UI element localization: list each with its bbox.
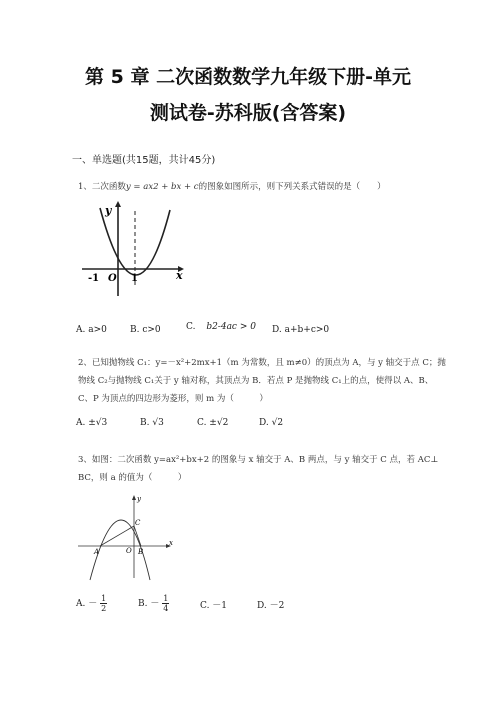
page-title-line-1: 第 5 章 二次函数数学九年级下册-单元 <box>85 66 411 88</box>
q3-option-a-denominator: 2 <box>101 604 107 613</box>
question-1-figure <box>78 196 190 302</box>
q3-option-b-denominator: 4 <box>163 604 169 613</box>
question-2-line-2: 物线 C₂与抛物线 C₁关于 y 轴对称，其顶点为 B．若点 P 是抛物线 C₁上的点，使得以 A、B、 <box>78 376 434 386</box>
q1-label-origin: O <box>108 273 117 284</box>
question-1-prefix: 1、二次函数 <box>78 182 126 192</box>
q1-label-1: 1 <box>131 273 138 284</box>
question-3-line-2: BC，则 a 的值为（ ） <box>78 473 187 483</box>
q1-y-arrow <box>115 201 121 207</box>
q3-option-a-fraction <box>100 594 107 613</box>
question-1-text <box>78 180 386 192</box>
q3-option-a-prefix: A. － <box>76 599 98 609</box>
q3-option-b-fraction <box>162 594 169 613</box>
question-1-formula: y = ax2 + bx + c <box>125 182 199 192</box>
q3-option-c: C. －1 <box>200 601 228 611</box>
q1-label-x: x <box>176 269 183 282</box>
question-1-suffix: 的图象如图所示，则下列关系式错误的是（ ） <box>198 182 386 192</box>
q1-label-y: y <box>105 204 112 217</box>
q3-label-c: C <box>135 519 141 527</box>
q1-option-c-label: C. <box>186 322 196 332</box>
q2-option-c: C. ±√2 <box>197 418 229 428</box>
q2-option-a: A. ±√3 <box>76 418 108 428</box>
q1-label-minus-1: -1 <box>88 273 100 284</box>
page-title-line-2: 测试卷-苏科版(含答案) <box>149 102 347 124</box>
question-3-line-1: 3、如图：二次函数 y=ax²+bx+2 的图象与 x 轴交于 A、B 两点，与 y 轴交于 C 点，若 AC⊥ <box>78 455 439 465</box>
q2-option-b: B. √3 <box>140 418 164 428</box>
q3-label-y: y <box>137 495 141 503</box>
q3-label-x: x <box>169 539 173 547</box>
q3-segment-cb <box>134 526 141 546</box>
q3-label-o: O <box>126 547 132 555</box>
q3-option-a-numerator: 1 <box>101 594 107 603</box>
q1-option-a: A. a>0 <box>76 325 107 335</box>
q3-option-d: D. －2 <box>257 601 285 611</box>
q1-option-b: B. c>0 <box>130 325 161 335</box>
question-2-line-3: C、P 为顶点的四边形为菱形，则 m 为（ ） <box>78 394 268 404</box>
q3-option-b-prefix: B. － <box>138 599 160 609</box>
q3-y-arrow <box>132 495 136 500</box>
q3-label-a: A <box>94 548 100 556</box>
section-heading: 一、单选题(共15题，共计45分) <box>72 155 216 166</box>
q2-option-d: D. √2 <box>259 418 284 428</box>
q3-option-a <box>76 594 107 613</box>
q3-option-b <box>138 594 169 613</box>
question-3-figure <box>78 490 178 582</box>
q3-option-b-numerator: 1 <box>163 594 169 603</box>
q1-option-c-math: b2-4ac > 0 <box>206 322 256 332</box>
q1-option-d: D. a+b+c>0 <box>272 325 330 335</box>
q3-label-b: B <box>138 548 144 556</box>
question-2-line-1: 2、已知抛物线 C₁：y=－x²+2mx+1（m 为常数，且 m≠0）的顶点为 A，与 y 轴交于点 C；抛 <box>78 358 446 368</box>
q1-option-c <box>186 322 256 332</box>
